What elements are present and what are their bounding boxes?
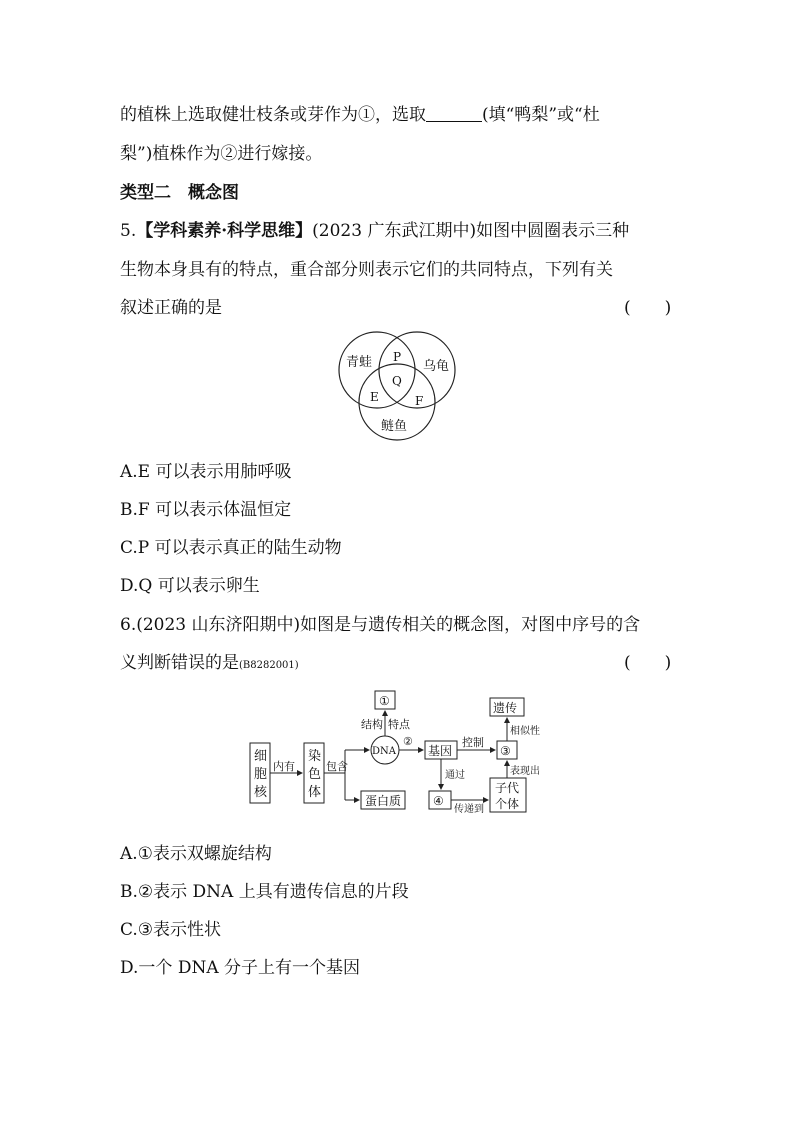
box-4-label: ④ [433,794,444,808]
nucleus-char-3: 核 [254,785,268,800]
text-line-2: 梨”)植株作为②进行嫁接。 [120,144,323,164]
line1-post: (填“鸭梨”或“杜 [482,105,600,125]
q5-tag: 【学科素养·科学思维】 [136,221,313,241]
circle-2-label: ② [403,735,413,748]
line1-pre: 的植株上选取健壮枝条或芽作为①，选取 [120,105,426,125]
chromosome-char-1: 染 [308,749,322,764]
venn-p: P [393,350,402,364]
venn-diagram [330,330,470,445]
q5-option-b[interactable]: B.F 可以表示体温恒定 [120,500,292,520]
similarity-label: 相似性 [510,726,540,737]
q6-line-1: 6.(2023 山东济阳期中)如图是与遗传相关的概念图，对图中序号的含 [120,615,641,635]
concept-map [245,688,565,813]
includes-label: 包含 [326,760,348,773]
nucleus-char-1: 细 [254,749,268,764]
gene-label: 基因 [428,744,453,758]
feature-label: 特点 [388,718,410,731]
q5-line-1 [120,219,629,243]
q6-option-c[interactable]: C.③表示性状 [120,920,222,940]
q6-option-a[interactable]: A.①表示双螺旋结构 [120,844,272,864]
turtle-label: 乌龟 [423,359,450,374]
passed-to-label: 传递到 [454,804,484,813]
q5-answer-paren[interactable]: ( ) [624,298,672,318]
dna-label: DNA [372,746,396,757]
express-label: 表现出 [510,766,540,777]
text-line-1 [120,103,600,127]
heredity-label: 遗传 [493,701,518,715]
through-label: 通过 [445,770,465,781]
venn-q: Q [392,374,402,388]
circle-3-label: ③ [500,744,511,758]
q5-line-3: 叙述正确的是 [120,298,222,318]
q6-option-b[interactable]: B.②表示 DNA 上具有遗传信息的片段 [120,882,409,902]
fish-label: 鲢鱼 [381,419,408,434]
q6-answer-paren[interactable]: ( ) [624,653,672,673]
venn-f: F [415,394,424,408]
q5-line1-rest: (2023 广东武江期中)如图中圆圈表示三种 [312,221,630,241]
q5-option-a[interactable]: A.E 可以表示用肺呼吸 [120,462,292,482]
q6-option-d[interactable]: D.一个 DNA 分子上有一个基因 [120,958,361,978]
answer-blank[interactable] [426,103,482,122]
chromosome-char-3: 体 [308,785,322,800]
box-1-label: ① [379,694,390,708]
venn-e: E [370,390,379,404]
control-label: 控制 [462,736,484,749]
contains-inside-label: 内有 [273,760,295,773]
q6-code: (B8282001) [239,660,299,671]
q6-line2-text: 义判断错误的是 [120,653,239,673]
structure-label: 结构 [361,718,383,731]
frog-label: 青蛙 [346,355,373,370]
q5-option-c[interactable]: C.P 可以表示真正的陆生动物 [120,538,342,558]
offspring-line-2: 个体 [495,797,520,811]
protein-label: 蛋白质 [365,794,402,808]
q6-line-2 [120,651,299,678]
section-title: 类型二 概念图 [120,183,239,203]
offspring-line-1: 子代 [495,781,520,795]
chromosome-char-2: 色 [308,767,322,782]
q5-line-2: 生物本身具有的特点，重合部分则表示它们的共同特点，下列有关 [120,260,613,280]
nucleus-char-2: 胞 [254,767,268,782]
q5-option-d[interactable]: D.Q 可以表示卵生 [120,576,260,596]
q5-number: 5. [120,221,137,241]
